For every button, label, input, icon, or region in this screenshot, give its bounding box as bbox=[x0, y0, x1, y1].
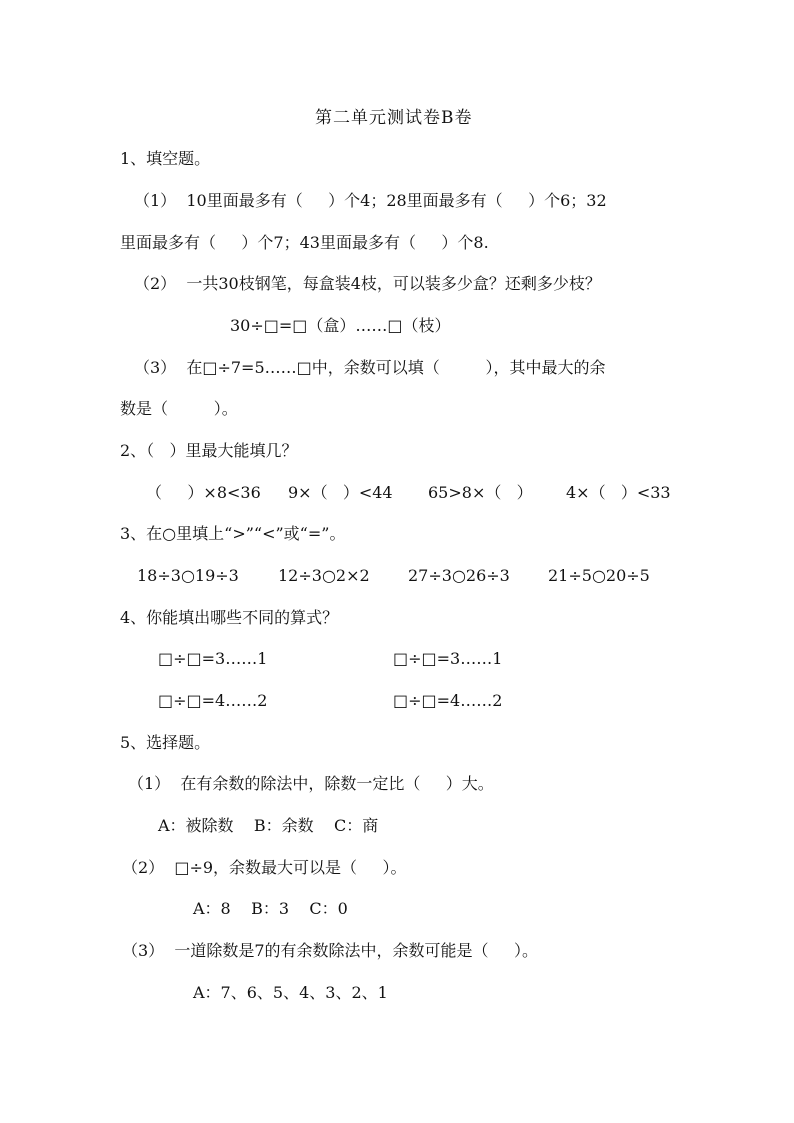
q1-p2-line1: （2） 一共30枝钢笔，每盒装4枝，可以装多少盒？还剩多少枝？ bbox=[134, 274, 601, 293]
q5-p3-options: A：7、6、5、4、3、2、1 bbox=[193, 983, 388, 1002]
q5-p1-options: A：被除数 B：余数 C：商 bbox=[158, 816, 379, 835]
q1-p1-line1: （1） 10里面最多有（ ）个4；28里面最多有（ ）个6；32 bbox=[134, 191, 607, 210]
q3-item: 21÷5○20÷5 bbox=[548, 566, 650, 585]
q3-item: 27÷3○26÷3 bbox=[408, 566, 510, 585]
q2-heading: 2、（ ）里最大能填几？ bbox=[120, 441, 298, 460]
q1-p3-line1: （3） 在□÷7=5……□中，余数可以填（ ），其中最大的余 bbox=[134, 358, 606, 377]
q1-p1-line2: 里面最多有（ ）个7；43里面最多有（ ）个8. bbox=[120, 233, 489, 252]
page-title: 第二单元测试卷B卷 bbox=[315, 108, 473, 128]
q3-item: 12÷3○2×2 bbox=[278, 566, 370, 585]
q4-item: □÷□=3……1 bbox=[158, 649, 268, 668]
q5-heading: 5、选择题。 bbox=[120, 733, 211, 752]
q5-p3: （3） 一道除数是7的有余数除法中，余数可能是（ ）。 bbox=[122, 941, 538, 960]
q5-p2-options: A：8 B：3 C：0 bbox=[193, 899, 348, 918]
q4-item: □÷□=3……1 bbox=[393, 649, 503, 668]
q2-item: 4×（ ）<33 bbox=[566, 483, 671, 502]
q1-p2-line2: 30÷□=□（盒）……□（枝） bbox=[230, 316, 451, 335]
q4-item: □÷□=4……2 bbox=[158, 691, 268, 710]
q2-item: 65>8×（ ） bbox=[428, 483, 533, 502]
q4-heading: 4、你能填出哪些不同的算式？ bbox=[120, 608, 339, 627]
q3-heading: 3、在○里填上“>”“<”或“=”。 bbox=[120, 524, 346, 543]
q2-item: 9×（ ）<44 bbox=[288, 483, 393, 502]
q2-item: （ ）×8<36 bbox=[146, 483, 261, 502]
q1-p3-line2: 数是（ ）。 bbox=[120, 399, 238, 418]
q5-p1: （1） 在有余数的除法中，除数一定比（ ）大。 bbox=[128, 774, 494, 793]
q1-heading: 1、填空题。 bbox=[120, 149, 211, 168]
q4-item: □÷□=4……2 bbox=[393, 691, 503, 710]
q3-item: 18÷3○19÷3 bbox=[137, 566, 239, 585]
q5-p2: （2） □÷9，余数最大可以是（ ）。 bbox=[122, 858, 407, 877]
